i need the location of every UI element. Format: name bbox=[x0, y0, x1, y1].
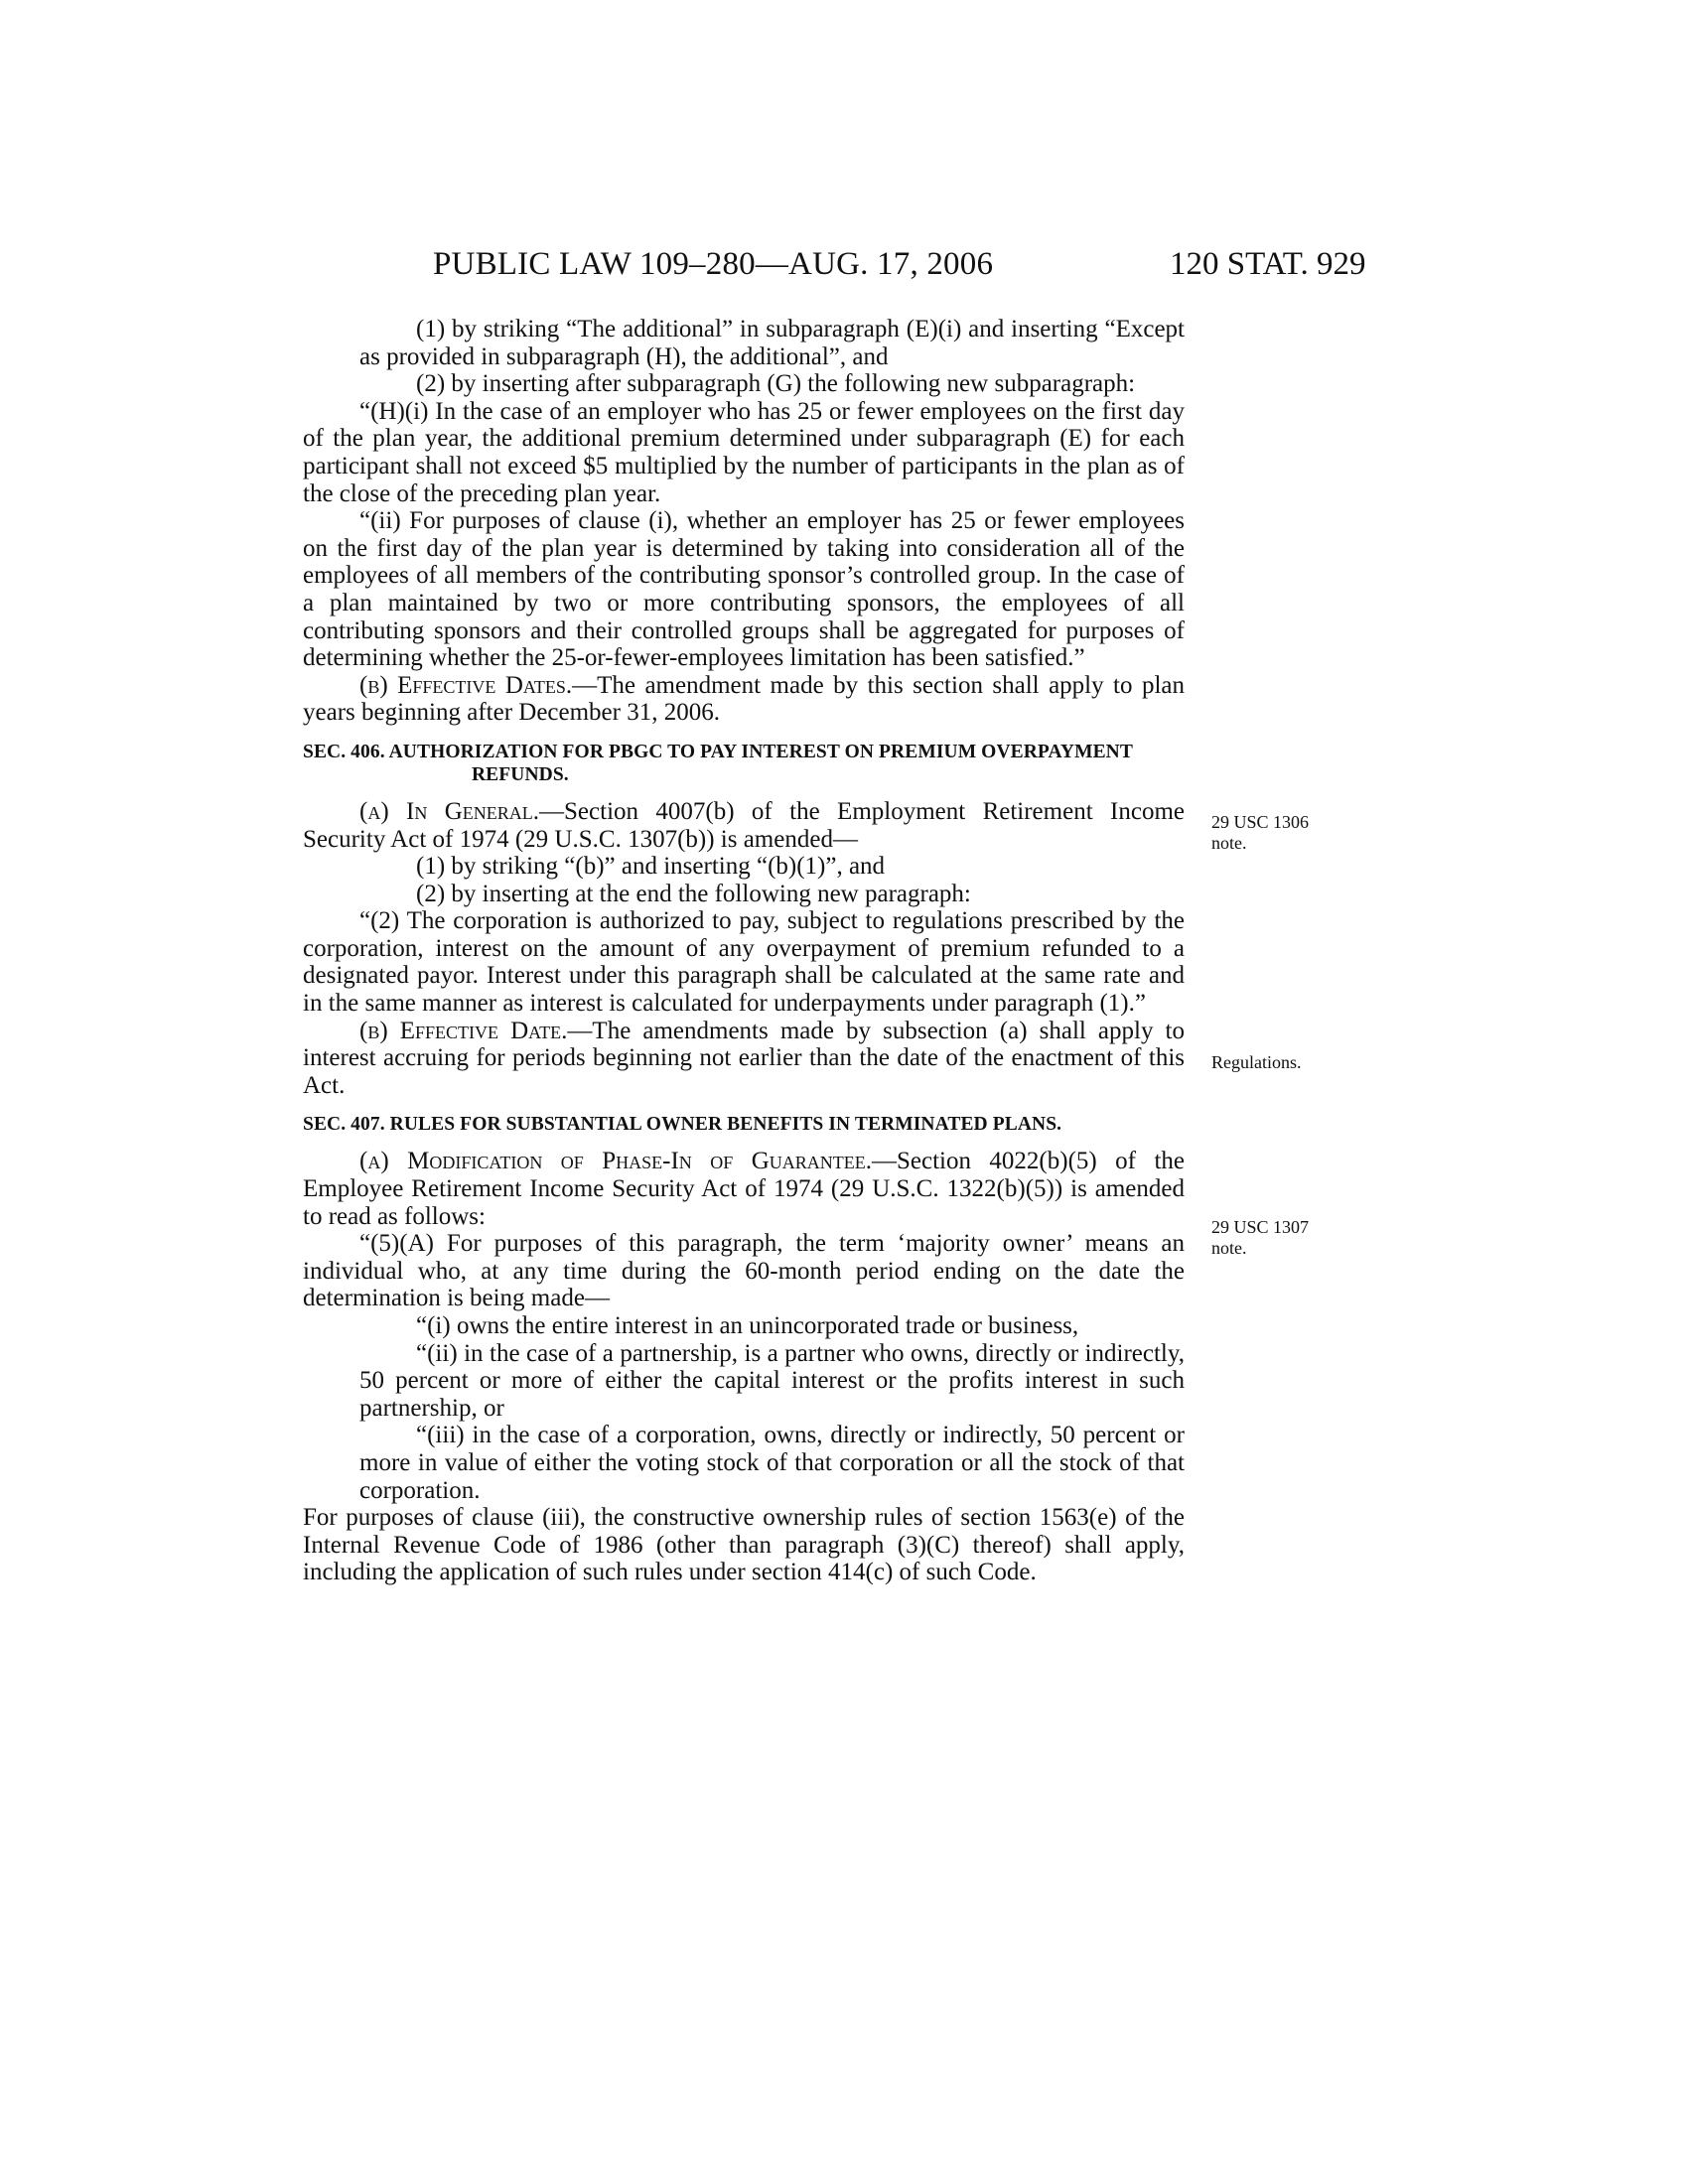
paragraph: “(2) The corporation is authorized to pay, subject to regulations prescribed by the corporation, interest on the amount of any overpayment of premium refunded to a designated payor. Interest under this paragraph shall be calculated at the same rate and in the same manner as interest is calculated for underpayments under paragraph (1).” bbox=[303, 907, 1185, 1018]
paragraph: (1) by striking “(b)” and inserting “(b)(1)”, and bbox=[416, 853, 886, 881]
paragraph-text: —Section 4022(b)(5) of the Employee Retirement Income Security Act of 1974 (29 U.S.C. 1322(b)(5)) is amended to read as follows: bbox=[303, 1148, 1186, 1230]
margin-note-line: note. bbox=[1211, 833, 1247, 853]
paragraph: (2) by inserting at the end the following new paragraph: bbox=[416, 880, 971, 907]
margin-note-citation bbox=[1211, 812, 1309, 854]
paragraph: “(H)(i) In the case of an employer who has 25 or fewer employees on the first day of the plan year, the additional premium determined under subparagraph (E) for each participant shall not exceed $5 multiplied by the number of participants in the plan as of the close of the preceding plan year. bbox=[303, 397, 1185, 507]
paragraph: For purposes of clause (iii), the constructive ownership rules of section 1563(e) of the Internal Revenue Code of 1986 (other than paragraph (3)(C) thereof) shall apply, including the application of such rules under section 414(c) of such Code. bbox=[303, 1504, 1185, 1586]
section-heading: SEC. 406. AUTHORIZATION FOR PBGC TO PAY INTEREST ON PREMIUM OVERPAYMENT REFUNDS. bbox=[303, 741, 1133, 785]
paragraph bbox=[303, 798, 1185, 853]
subsection-heading: (a) Modification of Phase-In of Guarantee. bbox=[359, 1148, 872, 1175]
body-text bbox=[303, 316, 1185, 1586]
margin-note-citation bbox=[1211, 1217, 1309, 1259]
margin-note-line: 29 USC 1307 bbox=[1211, 1217, 1310, 1237]
paragraph bbox=[303, 672, 1185, 727]
running-header-page-ref: 120 STAT. 929 bbox=[1170, 246, 1366, 282]
paragraph: “(i) owns the entire interest in an unincorporated trade or business, bbox=[416, 1312, 1079, 1339]
margin-note-line: note. bbox=[1211, 1238, 1247, 1258]
subsection-heading: (b) Effective Dates. bbox=[359, 671, 573, 699]
section-heading: SEC. 407. RULES FOR SUBSTANTIAL OWNER BENEFITS IN TERMINATED PLANS. bbox=[303, 1114, 1062, 1136]
paragraph: (1) by striking “The additional” in subparagraph (E)(i) and inserting “Except as provided in subparagraph (H), the additional”, and bbox=[359, 316, 1185, 370]
subsection-heading: (a) In General. bbox=[359, 797, 540, 825]
running-header-title: PUBLIC LAW 109–280—AUG. 17, 2006 bbox=[433, 246, 994, 282]
paragraph: “(iii) in the case of a corporation, owns, directly or indirectly, 50 percent or more in value of either the voting stock of that corporation or all the stock of that corporation. bbox=[359, 1422, 1185, 1504]
subsection-heading: (b) Effective Date. bbox=[359, 1017, 568, 1044]
paragraph: “(ii) For purposes of clause (i), whether an employer has 25 or fewer employees on the first day of the plan year is determined by taking into consideration all of the employees of all members of the contributing sponsor’s controlled group. In the case of a plan maintained by two or more contributing sponsors, the employees of all contributing sponsors and their controlled groups shall be aggregated for purposes of determining whether the 25-or-fewer-employees limitation has been satisfied.” bbox=[303, 507, 1185, 672]
paragraph: “(ii) in the case of a partnership, is a partner who owns, directly or indirectly, 50 percent or more of either the capital interest or the profits interest in such partnership, or bbox=[359, 1339, 1185, 1422]
paragraph bbox=[303, 1018, 1185, 1100]
paragraph bbox=[303, 1148, 1185, 1230]
paragraph: (2) by inserting after subparagraph (G) the following new subparagraph: bbox=[416, 370, 1136, 398]
paragraph-text: —The amendment made by this section shall apply to plan years beginning after December 31, 2006. bbox=[303, 671, 1185, 727]
margin-note-line: 29 USC 1306 bbox=[1211, 812, 1310, 832]
paragraph-text: —The amendments made by subsection (a) shall apply to interest accruing for periods beginning not earlier than the date of the enactment of this Act. bbox=[303, 1017, 1186, 1099]
paragraph-text: —Section 4007(b) of the Employment Retirement Income Security Act of 1974 (29 U.S.C. 1307(b)) is amended— bbox=[303, 797, 1185, 853]
margin-note-regulations: Regulations. bbox=[1211, 1052, 1302, 1072]
paragraph: “(5)(A) For purposes of this paragraph, the term ‘majority owner’ means an individual who, at any time during the 60-month period ending on the date the determination is being made— bbox=[303, 1230, 1185, 1312]
